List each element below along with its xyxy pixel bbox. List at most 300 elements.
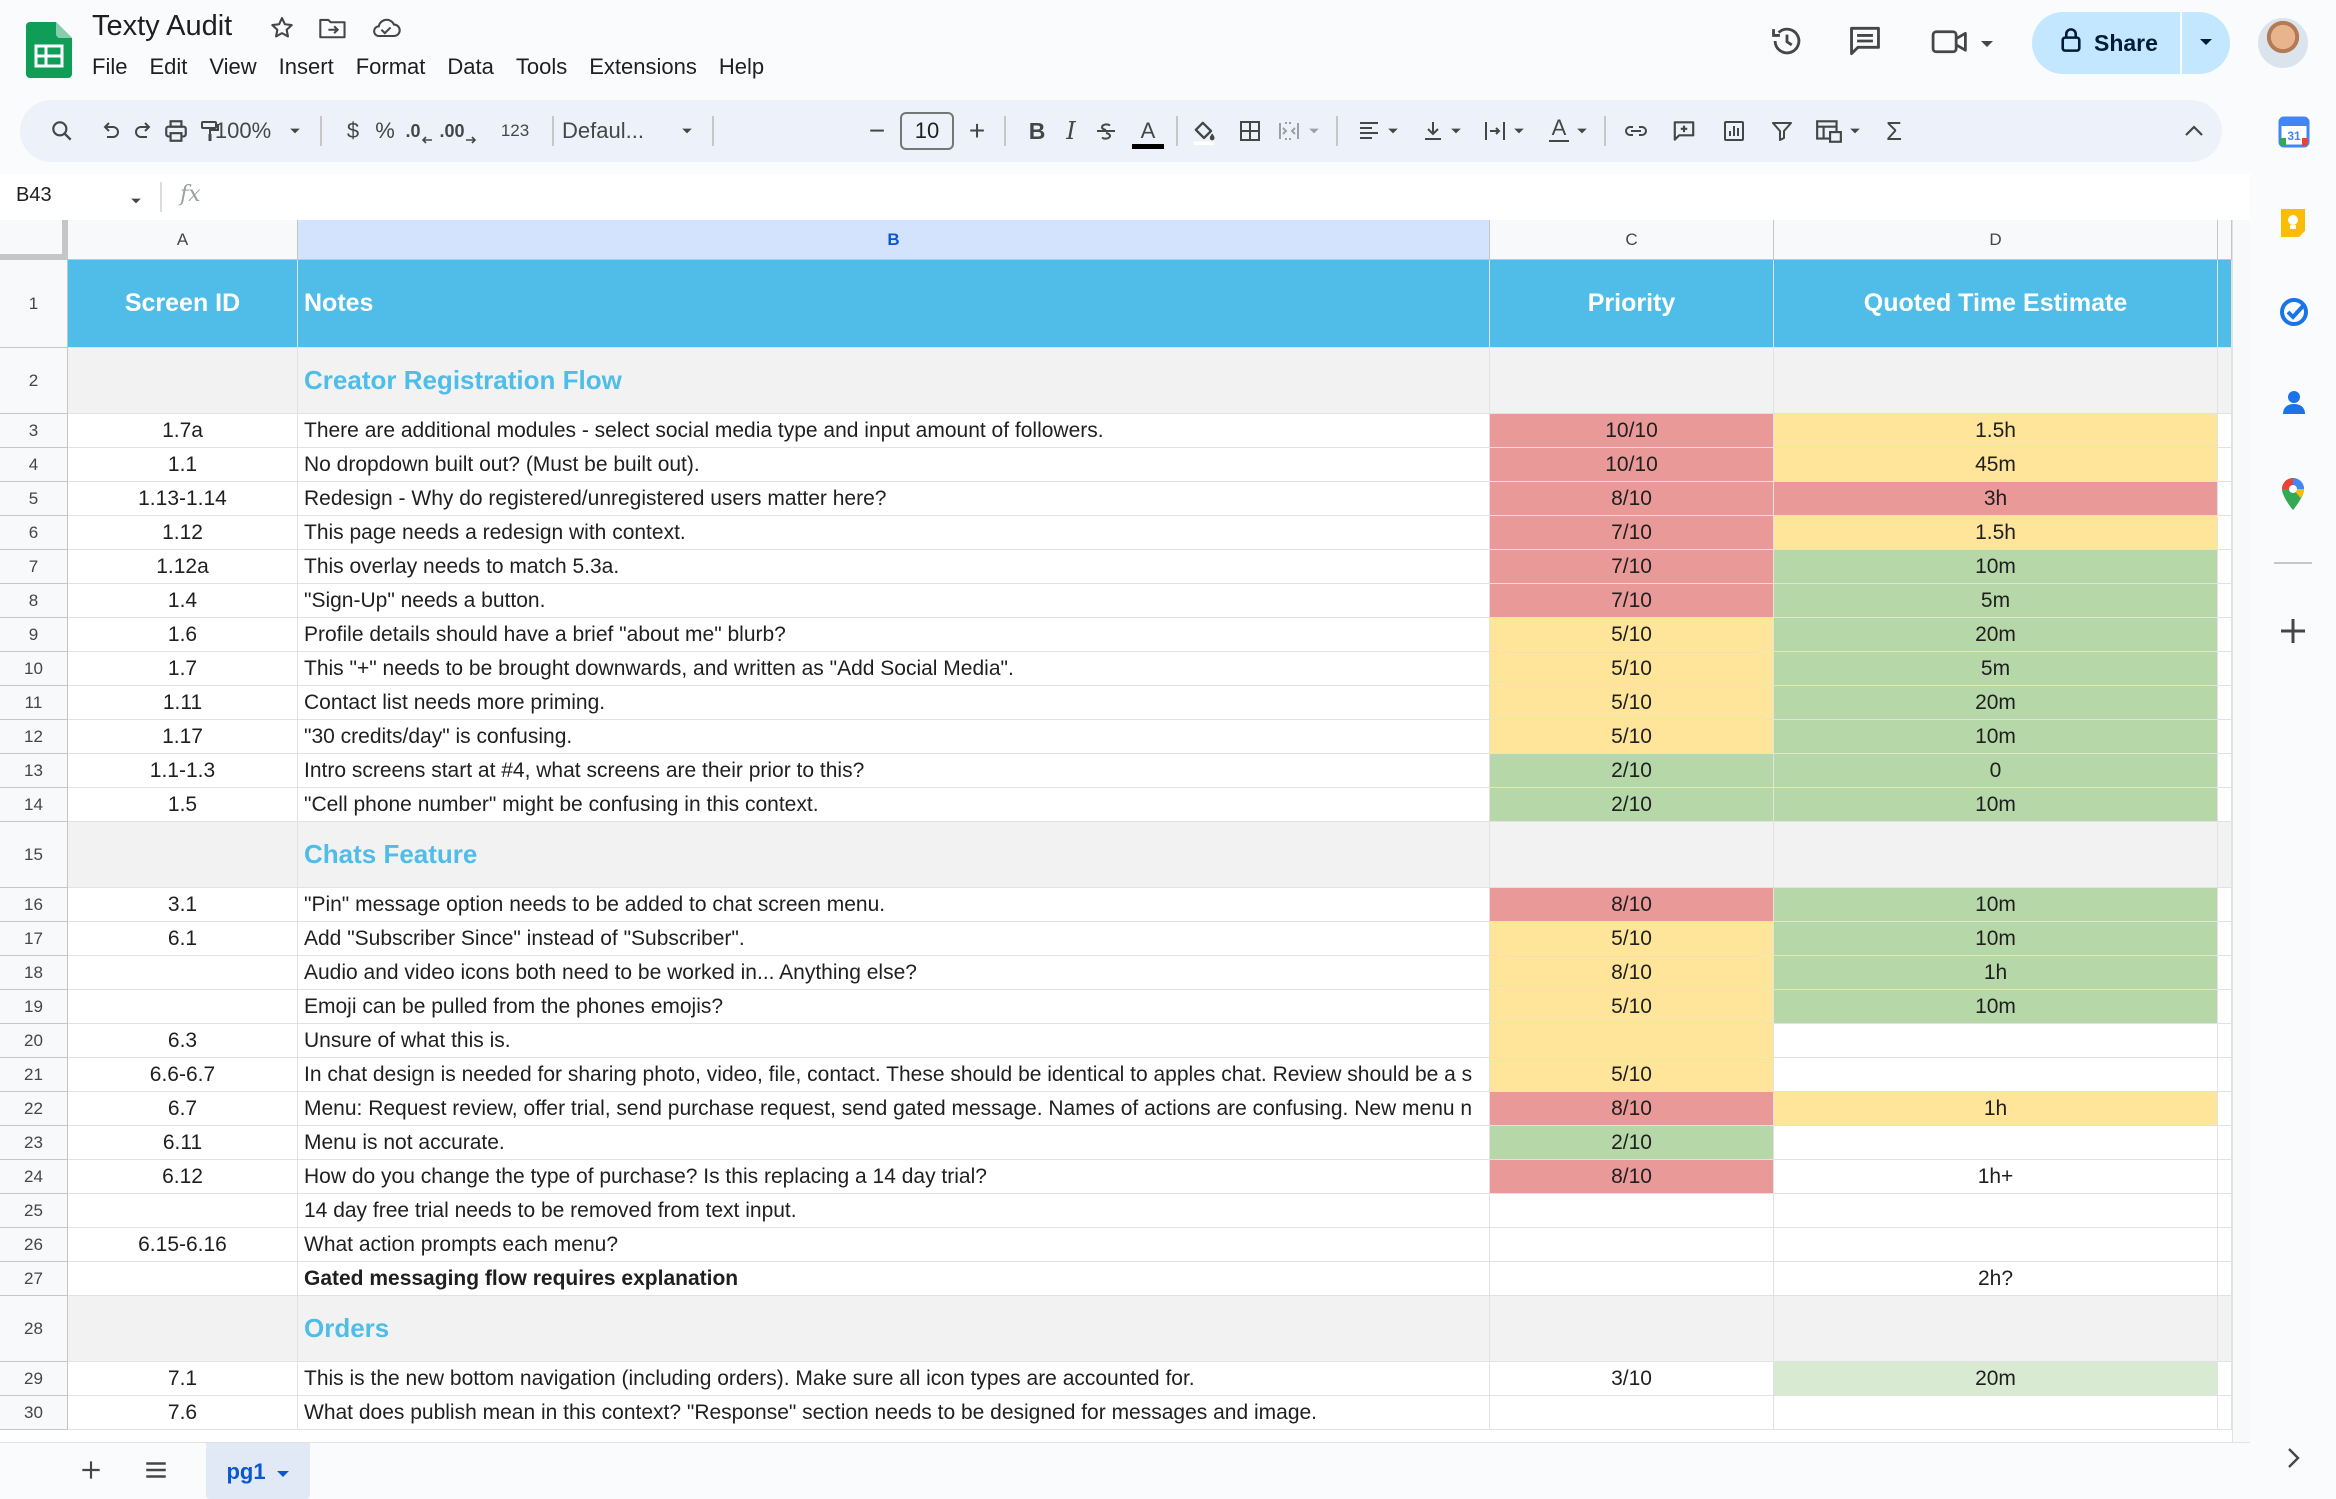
menu-file[interactable]: File <box>92 54 128 79</box>
row-header[interactable]: 30 <box>0 1396 68 1430</box>
text-wrap-icon <box>1483 119 1507 143</box>
cell-d[interactable]: 10m <box>1774 550 2218 584</box>
caret-down-icon <box>1513 127 1525 135</box>
toolbar <box>20 100 2222 162</box>
cell-a[interactable]: 1.1 <box>68 448 298 482</box>
cell-c[interactable]: 5/10 <box>1490 686 1774 720</box>
row-header[interactable]: 1 <box>0 260 68 348</box>
cell-b[interactable]: Menu: Request review, offer trial, send purchase request, send gated message. Names of actions are confusing. New menu n <box>298 1092 1490 1126</box>
cell-e[interactable] <box>2218 1362 2232 1396</box>
cell-c[interactable]: 8/10 <box>1490 956 1774 990</box>
cell-a[interactable]: 6.1 <box>68 922 298 956</box>
header-cell-a[interactable]: Screen ID <box>68 260 298 348</box>
caret-down-icon[interactable] <box>276 1459 290 1485</box>
cell-c[interactable]: 7/10 <box>1490 550 1774 584</box>
select-all-corner[interactable] <box>0 220 68 260</box>
italic-label: I <box>1066 117 1076 145</box>
cell-a[interactable]: 6.3 <box>68 1024 298 1058</box>
cell-a[interactable]: 1.4 <box>68 584 298 618</box>
toolbar-separator <box>1004 116 1006 146</box>
cell-d[interactable] <box>1774 1296 2218 1362</box>
cell-c[interactable]: 5/10 <box>1490 652 1774 686</box>
all-sheets-icon[interactable] <box>142 1457 170 1488</box>
cell-a[interactable]: 6.6-6.7 <box>68 1058 298 1092</box>
cell-d[interactable] <box>1774 1126 2218 1160</box>
cell-b[interactable]: How do you change the type of purchase? Is this replacing a 14 day trial? <box>298 1160 1490 1194</box>
cell-d[interactable]: 20m <box>1774 1362 2218 1396</box>
cell-d[interactable]: 1.5h <box>1774 516 2218 550</box>
maps-icon[interactable] <box>2278 476 2308 517</box>
text-color-swatch <box>1132 144 1164 149</box>
filter-button[interactable] <box>1762 100 1802 162</box>
cell-e[interactable] <box>2218 348 2232 414</box>
cell-d[interactable] <box>1774 348 2218 414</box>
zoom-select[interactable] <box>200 100 286 162</box>
cell-c[interactable] <box>1490 1262 1774 1296</box>
bold-button[interactable] <box>1020 100 1054 162</box>
cell-e[interactable] <box>2218 448 2232 482</box>
cell-d[interactable] <box>1774 1228 2218 1262</box>
toolbar-separator <box>712 116 714 146</box>
cell-e[interactable] <box>2218 956 2232 990</box>
cell-a[interactable] <box>68 956 298 990</box>
cell-e[interactable] <box>2218 788 2232 822</box>
horizontal-align-button[interactable] <box>1346 100 1410 162</box>
insert-link-button[interactable] <box>1616 100 1656 162</box>
filter-views-button[interactable] <box>1802 100 1874 162</box>
account-avatar[interactable] <box>2258 18 2308 68</box>
insert-chart-button[interactable] <box>1714 100 1754 162</box>
section-title[interactable]: Creator Registration Flow <box>298 348 1490 414</box>
toolbar-separator <box>1604 116 1606 146</box>
row-header[interactable]: 12 <box>0 720 68 754</box>
cell-c[interactable]: 2/10 <box>1490 754 1774 788</box>
menu-insert[interactable]: Insert <box>278 54 334 79</box>
cell-d[interactable]: 3h <box>1774 482 2218 516</box>
cell-a[interactable]: 1.13-1.14 <box>68 482 298 516</box>
row-header[interactable]: 20 <box>0 1024 68 1058</box>
cell-b[interactable]: Contact list needs more priming. <box>298 686 1490 720</box>
section-title[interactable]: Orders <box>298 1296 1490 1362</box>
sheet-tab-pg1[interactable] <box>206 1443 310 1499</box>
add-icon[interactable] <box>2278 616 2308 651</box>
cell-a[interactable]: 1.6 <box>68 618 298 652</box>
cell-e[interactable] <box>2218 414 2232 448</box>
cell-d[interactable]: 1h+ <box>1774 1160 2218 1194</box>
cell-a[interactable]: 6.11 <box>68 1126 298 1160</box>
row-header[interactable]: 14 <box>0 788 68 822</box>
calendar-icon[interactable] <box>2278 116 2310 153</box>
caret-down-icon <box>1387 127 1399 135</box>
cell-a[interactable]: 1.5 <box>68 788 298 822</box>
cell-d[interactable]: 10m <box>1774 720 2218 754</box>
cell-b[interactable]: No dropdown built out? (Must be built out). <box>298 448 1490 482</box>
keep-icon[interactable] <box>2278 206 2308 245</box>
row-header[interactable]: 28 <box>0 1296 68 1362</box>
cell-a[interactable]: 7.6 <box>68 1396 298 1430</box>
link-icon <box>1623 119 1649 143</box>
cell-d[interactable]: 1h <box>1774 1092 2218 1126</box>
number-format-button[interactable] <box>492 100 538 162</box>
cell-b[interactable]: "Pin" message option needs to be added to chat screen menu. <box>298 888 1490 922</box>
cell-e[interactable] <box>2218 686 2232 720</box>
decrease-decimal-label: .0 <box>405 120 421 141</box>
cell-a[interactable] <box>68 1194 298 1228</box>
cell-c[interactable] <box>1490 1194 1774 1228</box>
cell-e[interactable] <box>2218 888 2232 922</box>
cell-e[interactable] <box>2218 482 2232 516</box>
cell-c[interactable]: 8/10 <box>1490 482 1774 516</box>
cloud-status-icon[interactable] <box>370 14 402 47</box>
cell-b[interactable]: "Sign-Up" needs a button. <box>298 584 1490 618</box>
cell-a[interactable]: 6.15-6.16 <box>68 1228 298 1262</box>
cell-b[interactable]: "Cell phone number" might be confusing in this context. <box>298 788 1490 822</box>
strikethrough-icon <box>1093 119 1119 143</box>
cell-c[interactable]: 5/10 <box>1490 1058 1774 1092</box>
align-bottom-icon <box>1422 119 1444 143</box>
cell-c[interactable]: 2/10 <box>1490 788 1774 822</box>
italic-button[interactable] <box>1054 100 1088 162</box>
side-panel <box>2250 100 2336 1499</box>
cell-e[interactable] <box>2218 1194 2232 1228</box>
zoom-caret-icon[interactable] <box>280 100 310 162</box>
cell-b[interactable]: Add "Subscriber Since" instead of "Subscriber". <box>298 922 1490 956</box>
merge-cells-icon <box>1276 119 1302 143</box>
cell-b[interactable]: This is the new bottom navigation (including orders). Make sure all icon types are accounted for. <box>298 1362 1490 1396</box>
cell-b[interactable]: What action prompts each menu? <box>298 1228 1490 1262</box>
cell-d[interactable]: 1.5h <box>1774 414 2218 448</box>
cell-a[interactable]: 1.11 <box>68 686 298 720</box>
cell-c[interactable]: 8/10 <box>1490 888 1774 922</box>
collapse-menus-button[interactable] <box>2174 100 2214 162</box>
toolbar-separator <box>1336 116 1338 146</box>
cell-d[interactable] <box>1774 1194 2218 1228</box>
cell-b[interactable]: Audio and video icons both need to be worked in... Anything else? <box>298 956 1490 990</box>
column-header-e[interactable] <box>2218 220 2232 260</box>
cell-b[interactable]: Intro screens start at #4, what screens are their prior to this? <box>298 754 1490 788</box>
cell-e[interactable] <box>2218 1126 2232 1160</box>
row-header[interactable]: 17 <box>0 922 68 956</box>
toolbar-separator <box>552 116 554 146</box>
zoom-value: 100% <box>214 118 272 143</box>
menu-tools[interactable]: Tools <box>515 54 568 79</box>
cell-a[interactable]: 7.1 <box>68 1362 298 1396</box>
table-view-icon <box>1815 118 1843 144</box>
share-options-button[interactable] <box>2182 34 2230 52</box>
cell-a[interactable]: 1.7a <box>68 414 298 448</box>
cell-e[interactable] <box>2218 1262 2232 1296</box>
cell-c[interactable] <box>1490 1396 1774 1430</box>
fill-color-button[interactable] <box>1182 100 1226 162</box>
row-header[interactable]: 25 <box>0 1194 68 1228</box>
cell-e[interactable] <box>2218 1296 2232 1362</box>
search-menus-button[interactable] <box>42 100 82 162</box>
row-header[interactable]: 3 <box>0 414 68 448</box>
sheet-tabs-bar <box>0 1442 2250 1499</box>
text-color-button[interactable] <box>1128 100 1168 162</box>
merge-cells-button[interactable] <box>1266 100 1330 162</box>
row-header[interactable]: 29 <box>0 1362 68 1396</box>
cell-a[interactable]: 6.7 <box>68 1092 298 1126</box>
version-history-icon[interactable] <box>1768 22 1806 65</box>
row-header[interactable]: 7 <box>0 550 68 584</box>
cell-d[interactable] <box>1774 1024 2218 1058</box>
arrow-left-icon <box>421 135 433 145</box>
cell-e[interactable] <box>2218 720 2232 754</box>
column-header-d[interactable]: D <box>1774 220 2218 260</box>
cell-e[interactable] <box>2218 754 2232 788</box>
cell-c[interactable] <box>1490 1296 1774 1362</box>
cell-b[interactable]: Gated messaging flow requires explanation <box>298 1262 1490 1296</box>
cell-b[interactable]: There are additional modules - select social media type and input amount of followers. <box>298 414 1490 448</box>
sheets-logo-icon[interactable] <box>26 22 72 78</box>
svg-text:31: 31 <box>2287 129 2301 143</box>
caret-down-icon <box>1576 127 1588 135</box>
print-icon <box>163 118 189 144</box>
cell-d[interactable]: 10m <box>1774 990 2218 1024</box>
text-rotation-label: A <box>1551 115 1567 140</box>
decrease-font-size-button[interactable] <box>860 100 894 162</box>
increase-decimal-label: .00 <box>439 120 465 141</box>
cell-e[interactable] <box>2218 1396 2232 1430</box>
cell-b[interactable]: "30 credits/day" is confusing. <box>298 720 1490 754</box>
cell-c[interactable]: 2/10 <box>1490 1126 1774 1160</box>
meet-caret-icon[interactable] <box>1980 36 1994 54</box>
cell-b[interactable]: In chat design is needed for sharing photo, video, file, contact. These should be identical to apples chat. Review should be a s <box>298 1058 1490 1092</box>
percent-label: % <box>375 118 395 143</box>
filter-icon <box>1770 119 1794 143</box>
cell-b[interactable]: What does publish mean in this context? "Response" section needs to be designed for messages and image. <box>298 1396 1490 1430</box>
comments-icon[interactable] <box>1846 22 1884 65</box>
cell-d[interactable]: 45m <box>1774 448 2218 482</box>
font-family-select[interactable] <box>562 100 666 162</box>
formula-bar <box>0 174 2250 220</box>
cell-e[interactable] <box>2218 618 2232 652</box>
name-box[interactable]: B43 <box>16 184 52 206</box>
row-header[interactable]: 5 <box>0 482 68 516</box>
menu-view[interactable]: View <box>209 54 257 79</box>
text-color-label: A <box>1140 117 1156 143</box>
cell-c[interactable]: 5/10 <box>1490 990 1774 1024</box>
cell-d[interactable]: 20m <box>1774 686 2218 720</box>
header-cell-c[interactable]: Priority <box>1490 260 1774 348</box>
text-wrapping-button[interactable] <box>1472 100 1536 162</box>
borders-icon <box>1238 119 1262 143</box>
cell-d[interactable]: 10m <box>1774 922 2218 956</box>
cell-c[interactable]: 7/10 <box>1490 516 1774 550</box>
row-header[interactable]: 6 <box>0 516 68 550</box>
row-header[interactable]: 11 <box>0 686 68 720</box>
row-header[interactable]: 9 <box>0 618 68 652</box>
cell-e[interactable] <box>2218 822 2232 888</box>
header-cell-b[interactable]: Notes <box>298 260 1490 348</box>
cell-a[interactable]: 1.7 <box>68 652 298 686</box>
cell-e[interactable] <box>2218 550 2232 584</box>
cell-d[interactable] <box>1774 1058 2218 1092</box>
cell-b[interactable]: Emoji can be pulled from the phones emojis? <box>298 990 1490 1024</box>
cell-c[interactable] <box>1490 1024 1774 1058</box>
cell-d[interactable] <box>1774 1396 2218 1430</box>
row-header[interactable]: 21 <box>0 1058 68 1092</box>
toolbar-separator <box>320 116 322 146</box>
toolbar-separator <box>1176 116 1178 146</box>
cell-b[interactable]: 14 day free trial needs to be removed from text input. <box>298 1194 1490 1228</box>
move-folder-icon[interactable] <box>318 14 348 47</box>
cell-d[interactable]: 2h? <box>1774 1262 2218 1296</box>
font-caret-icon[interactable] <box>672 100 702 162</box>
star-icon[interactable] <box>268 14 296 47</box>
cell-a[interactable] <box>68 1262 298 1296</box>
redo-icon <box>132 119 156 143</box>
cell-c[interactable] <box>1490 348 1774 414</box>
cell-c[interactable]: 7/10 <box>1490 584 1774 618</box>
cell-a[interactable]: 1.1-1.3 <box>68 754 298 788</box>
row-header[interactable]: 16 <box>0 888 68 922</box>
cell-e[interactable] <box>2218 1092 2232 1126</box>
font-size-input[interactable]: 10 <box>900 112 954 150</box>
cell-e[interactable] <box>2218 990 2232 1024</box>
row-header[interactable]: 18 <box>0 956 68 990</box>
header-cell-d[interactable]: Quoted Time Estimate <box>1774 260 2218 348</box>
menu-extensions[interactable]: Extensions <box>589 54 697 79</box>
cell-b[interactable]: Menu is not accurate. <box>298 1126 1490 1160</box>
menu-help[interactable]: Help <box>718 54 765 79</box>
functions-button[interactable] <box>1874 100 1914 162</box>
cell-c[interactable]: 8/10 <box>1490 1160 1774 1194</box>
cell-a[interactable]: 1.12a <box>68 550 298 584</box>
insert-comment-button[interactable] <box>1664 100 1704 162</box>
cell-b[interactable]: This "+" needs to be brought downwards, and written as "Add Social Media". <box>298 652 1490 686</box>
side-panel-divider <box>2274 562 2312 564</box>
cell-b[interactable]: Profile details should have a brief "about me" blurb? <box>298 618 1490 652</box>
row-header[interactable]: 15 <box>0 822 68 888</box>
cell-c[interactable]: 5/10 <box>1490 618 1774 652</box>
vertical-align-button[interactable] <box>1410 100 1474 162</box>
cell-d[interactable]: 0 <box>1774 754 2218 788</box>
arrow-right-icon <box>465 135 477 145</box>
row-header[interactable]: 27 <box>0 1262 68 1296</box>
cell-c[interactable] <box>1490 822 1774 888</box>
sigma-icon: Σ <box>1885 115 1903 146</box>
cell-a[interactable] <box>68 822 298 888</box>
menu-format[interactable]: Format <box>355 54 426 79</box>
sheet-tab-label: pg1 <box>226 1458 266 1484</box>
row-header[interactable]: 13 <box>0 754 68 788</box>
cell-c[interactable]: 10/10 <box>1490 448 1774 482</box>
chevron-up-icon <box>2183 124 2205 138</box>
spreadsheet-grid <box>0 220 2250 1442</box>
cell-d[interactable] <box>1774 822 2218 888</box>
caret-down-icon <box>1308 127 1320 135</box>
bold-label: B <box>1028 117 1046 144</box>
name-box-caret-icon[interactable] <box>130 192 142 210</box>
row-header[interactable]: 26 <box>0 1228 68 1262</box>
cell-b[interactable]: Redesign - Why do registered/unregistered users matter here? <box>298 482 1490 516</box>
menu-edit[interactable]: Edit <box>149 54 188 79</box>
percent-format-button[interactable] <box>368 100 402 162</box>
cell-e[interactable] <box>2218 1160 2232 1194</box>
borders-button[interactable] <box>1230 100 1270 162</box>
meet-camera-icon[interactable] <box>1930 22 1970 65</box>
chart-icon <box>1722 119 1746 143</box>
row-header[interactable]: 10 <box>0 652 68 686</box>
cell-a[interactable] <box>68 1296 298 1362</box>
cell-e[interactable] <box>2218 260 2232 348</box>
section-title[interactable]: Chats Feature <box>298 822 1490 888</box>
cell-c[interactable]: 3/10 <box>1490 1362 1774 1396</box>
share-button-group <box>2032 12 2230 74</box>
cell-a[interactable]: 1.12 <box>68 516 298 550</box>
cell-d[interactable]: 1h <box>1774 956 2218 990</box>
row-header[interactable]: 23 <box>0 1126 68 1160</box>
cell-b[interactable]: This overlay needs to match 5.3a. <box>298 550 1490 584</box>
row-header[interactable]: 8 <box>0 584 68 618</box>
tasks-icon[interactable] <box>2278 296 2310 333</box>
add-sheet-icon[interactable] <box>78 1457 104 1488</box>
row-header[interactable]: 2 <box>0 348 68 414</box>
cell-a[interactable]: 1.17 <box>68 720 298 754</box>
cell-a[interactable] <box>68 990 298 1024</box>
cell-e[interactable] <box>2218 584 2232 618</box>
cell-a[interactable]: 3.1 <box>68 888 298 922</box>
undo-icon <box>98 119 122 143</box>
currency-format-button[interactable] <box>336 100 370 162</box>
cell-e[interactable] <box>2218 1024 2232 1058</box>
contacts-icon[interactable] <box>2278 386 2310 423</box>
cell-b[interactable]: Unsure of what this is. <box>298 1024 1490 1058</box>
increase-decimal-button[interactable] <box>434 100 482 162</box>
cell-d[interactable]: 10m <box>1774 888 2218 922</box>
row-header[interactable]: 22 <box>0 1092 68 1126</box>
search-icon <box>49 118 75 144</box>
column-header-b[interactable]: B <box>298 220 1490 260</box>
cell-e[interactable] <box>2218 1228 2232 1262</box>
cell-d[interactable]: 10m <box>1774 788 2218 822</box>
text-rotation-button[interactable] <box>1536 100 1600 162</box>
row-header[interactable]: 4 <box>0 448 68 482</box>
row-header[interactable]: 24 <box>0 1160 68 1194</box>
menu-data[interactable]: Data <box>447 54 494 79</box>
cell-b[interactable]: This page needs a redesign with context. <box>298 516 1490 550</box>
cell-c[interactable] <box>1490 1228 1774 1262</box>
cell-e[interactable] <box>2218 1058 2232 1092</box>
cell-c[interactable]: 5/10 <box>1490 922 1774 956</box>
cell-c[interactable]: 10/10 <box>1490 414 1774 448</box>
caret-down-icon <box>1450 127 1462 135</box>
caret-down-icon <box>2199 34 2213 52</box>
strikethrough-button[interactable] <box>1086 100 1126 162</box>
cell-a[interactable]: 6.12 <box>68 1160 298 1194</box>
cell-e[interactable] <box>2218 516 2232 550</box>
share-button[interactable] <box>2032 12 2180 74</box>
paint-bucket-icon <box>1190 117 1218 145</box>
cell-d[interactable]: 20m <box>1774 618 2218 652</box>
column-header-c[interactable]: C <box>1490 220 1774 260</box>
cell-a[interactable] <box>68 348 298 414</box>
cell-c[interactable]: 5/10 <box>1490 720 1774 754</box>
cell-e[interactable] <box>2218 922 2232 956</box>
increase-font-size-button[interactable] <box>960 100 994 162</box>
cell-e[interactable] <box>2218 652 2232 686</box>
sheet-right-edge <box>2232 220 2250 1442</box>
document-title[interactable]: Texty Audit <box>92 10 233 42</box>
cell-d[interactable]: 5m <box>1774 652 2218 686</box>
cell-d[interactable]: 5m <box>1774 584 2218 618</box>
column-header-a[interactable]: A <box>68 220 298 260</box>
row-header[interactable]: 19 <box>0 990 68 1024</box>
cell-c[interactable]: 8/10 <box>1490 1092 1774 1126</box>
expand-side-panel-chevron-icon[interactable] <box>2282 1444 2304 1477</box>
